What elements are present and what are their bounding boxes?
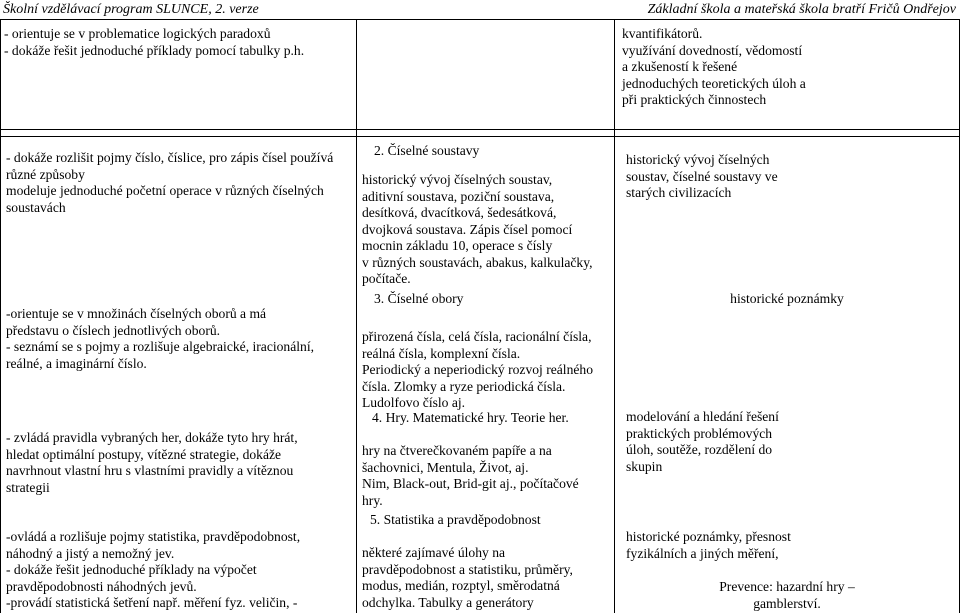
text-line: dvojková soustava. Zápis čísel pomocí bbox=[362, 221, 573, 237]
text-line: šachovnici, Mentula, Život, aj. bbox=[362, 459, 529, 475]
text-line: historický vývoj číselných soustav, bbox=[362, 172, 553, 187]
top-row-crosscutting bbox=[622, 26, 806, 109]
text-line: modeluje jednoduché početní operace v různých číselných bbox=[6, 183, 324, 198]
text-line: Nim, Black-out, Brid-git aj., počítačové bbox=[362, 476, 579, 491]
text-line: - dokáže rozlišit pojmy číslo, číslice, pro zápis čísel používá bbox=[6, 150, 334, 165]
table-divider-col2 bbox=[614, 20, 615, 613]
note-measurement-precision bbox=[626, 529, 791, 562]
text-line: gamblerství. bbox=[753, 595, 821, 611]
text-line: desítková, dvacítková, šedesátková, bbox=[362, 205, 557, 220]
text-line: některé zajímavé úlohy na bbox=[362, 545, 506, 560]
text-line: historické poznámky bbox=[730, 291, 844, 306]
text-line: - dokáže řešit jednoduché příklady na výpočet bbox=[6, 562, 257, 577]
topic-content-games bbox=[362, 443, 579, 509]
text-line: představu o číslech jednotlivých oborů. bbox=[6, 322, 221, 338]
note-historical-remarks bbox=[615, 291, 959, 308]
outcome-statistics bbox=[6, 529, 300, 612]
text-line: úloh, soutěže, rozdělení do bbox=[626, 442, 773, 457]
note-games-modelling bbox=[626, 409, 779, 475]
text-line: hledat optimální postupy, vítězné strategie, dokáže bbox=[6, 446, 282, 462]
text-line: při praktických činnostech bbox=[622, 92, 767, 107]
text-line: přirozená čísla, celá čísla, racionální čísla, bbox=[362, 329, 592, 344]
text-line: odchylka. Tabulky a generátory bbox=[362, 594, 534, 610]
text-line: jednoduchých teoretických úloh a bbox=[622, 75, 806, 91]
text-line: v různých soustavách, abakus, kalkulačky, bbox=[362, 254, 593, 270]
header-program-title: Školní vzdělávací program SLUNCE, 2. verze bbox=[3, 2, 259, 17]
text-line: - orientuje se v problematice logických paradoxů bbox=[4, 26, 271, 41]
text-line: -orientuje se v množinách číselných oborů a má bbox=[6, 306, 267, 321]
text-line: starých civilizacích bbox=[626, 185, 732, 200]
topic-content-number-domains bbox=[362, 329, 593, 412]
top-row-outcomes bbox=[4, 26, 304, 59]
text-line: praktických problémových bbox=[626, 425, 773, 441]
text-line: Periodický a neperiodický rozvoj reálného bbox=[362, 362, 594, 377]
text-line: počítače. bbox=[362, 271, 411, 286]
table-row-divider-main bbox=[0, 136, 960, 137]
text-line: - seznámí se s pojmy a rozlišuje algebraické, iracionální, bbox=[6, 339, 315, 354]
text-line: reálná čísla, komplexní čísla. bbox=[362, 345, 521, 361]
text-line: náhodný a jistý a nemožný jev. bbox=[6, 545, 175, 561]
text-line: hry na čtverečkovaném papíře a na bbox=[362, 443, 552, 458]
text-line: různé způsoby bbox=[6, 166, 85, 182]
text-line: -ovládá a rozlišuje pojmy statistika, pravděpodobnost, bbox=[6, 529, 301, 544]
header-divider bbox=[0, 19, 960, 20]
text-line: soustav, číselné soustavy ve bbox=[626, 168, 778, 184]
text-line: modus, medián, rozptyl, směrodatná bbox=[362, 578, 560, 593]
text-line: mocnin základu 10, operace s čísly bbox=[362, 238, 553, 253]
outcome-number-systems bbox=[6, 150, 333, 216]
text-line: soustavách bbox=[6, 199, 66, 215]
text-line: - zvládá pravidla vybraných her, dokáže tyto hry hrát, bbox=[6, 430, 298, 445]
table-divider-col1 bbox=[356, 20, 357, 613]
text-line: modelování a hledání řešení bbox=[626, 409, 779, 424]
page-header bbox=[0, 0, 960, 20]
text-line: Ludolfovo číslo aj. bbox=[362, 395, 466, 410]
text-line: pravděpodobnosti náhodných jevů. bbox=[6, 578, 197, 594]
topic-content-number-systems bbox=[362, 172, 593, 288]
text-line: pravděpodobnost a statistiku, průměry, bbox=[362, 561, 573, 577]
text-line: historický vývoj číselných bbox=[626, 152, 770, 167]
topic-heading-statistics: 5. Statistika a pravděpodobnost bbox=[370, 512, 541, 527]
text-line: hry. bbox=[362, 492, 383, 508]
header-school-name: Základní škola a mateřská škola bratří Fričů Ondřejov bbox=[647, 2, 956, 17]
text-line: -provádí statistická šetření např. měření fyz. veličin, - bbox=[6, 595, 298, 610]
text-line: - dokáže řešit jednoduché příklady pomocí tabulky p.h. bbox=[4, 42, 305, 58]
topic-heading-number-systems: 2. Číselné soustavy bbox=[374, 143, 480, 158]
note-number-systems-history bbox=[626, 152, 778, 202]
text-line: reálné, a imaginární číslo. bbox=[6, 355, 147, 371]
text-line: strategii bbox=[6, 479, 50, 495]
table-row-divider-top bbox=[0, 129, 960, 130]
text-line: kvantifikátorů. bbox=[622, 26, 703, 41]
topic-heading-games: 4. Hry. Matematické hry. Teorie her. bbox=[372, 410, 569, 425]
topic-content-statistics bbox=[362, 545, 573, 611]
text-line: využívání dovedností, vědomostí bbox=[622, 42, 803, 58]
topic-heading-number-domains: 3. Číselné obory bbox=[374, 291, 464, 306]
table-border-left bbox=[0, 20, 1, 613]
note-gambling-prevention bbox=[615, 579, 959, 612]
outcome-games bbox=[6, 430, 298, 496]
text-line: historické poznámky, přesnost bbox=[626, 529, 791, 544]
text-line: aditivní soustava, poziční soustava, bbox=[362, 188, 555, 204]
text-line: navrhnout vlastní hru s vlastními pravidly a vítěznou bbox=[6, 463, 294, 478]
text-line: skupin bbox=[626, 458, 663, 474]
text-line: Prevence: hazardní hry – bbox=[719, 579, 855, 594]
outcome-number-domains bbox=[6, 306, 314, 372]
text-line: a zkušeností k řešené bbox=[622, 59, 738, 74]
text-line: čísla. Zlomky a ryze periodická čísla. bbox=[362, 378, 566, 394]
text-line: fyzikálních a jiných měření, bbox=[626, 545, 779, 561]
